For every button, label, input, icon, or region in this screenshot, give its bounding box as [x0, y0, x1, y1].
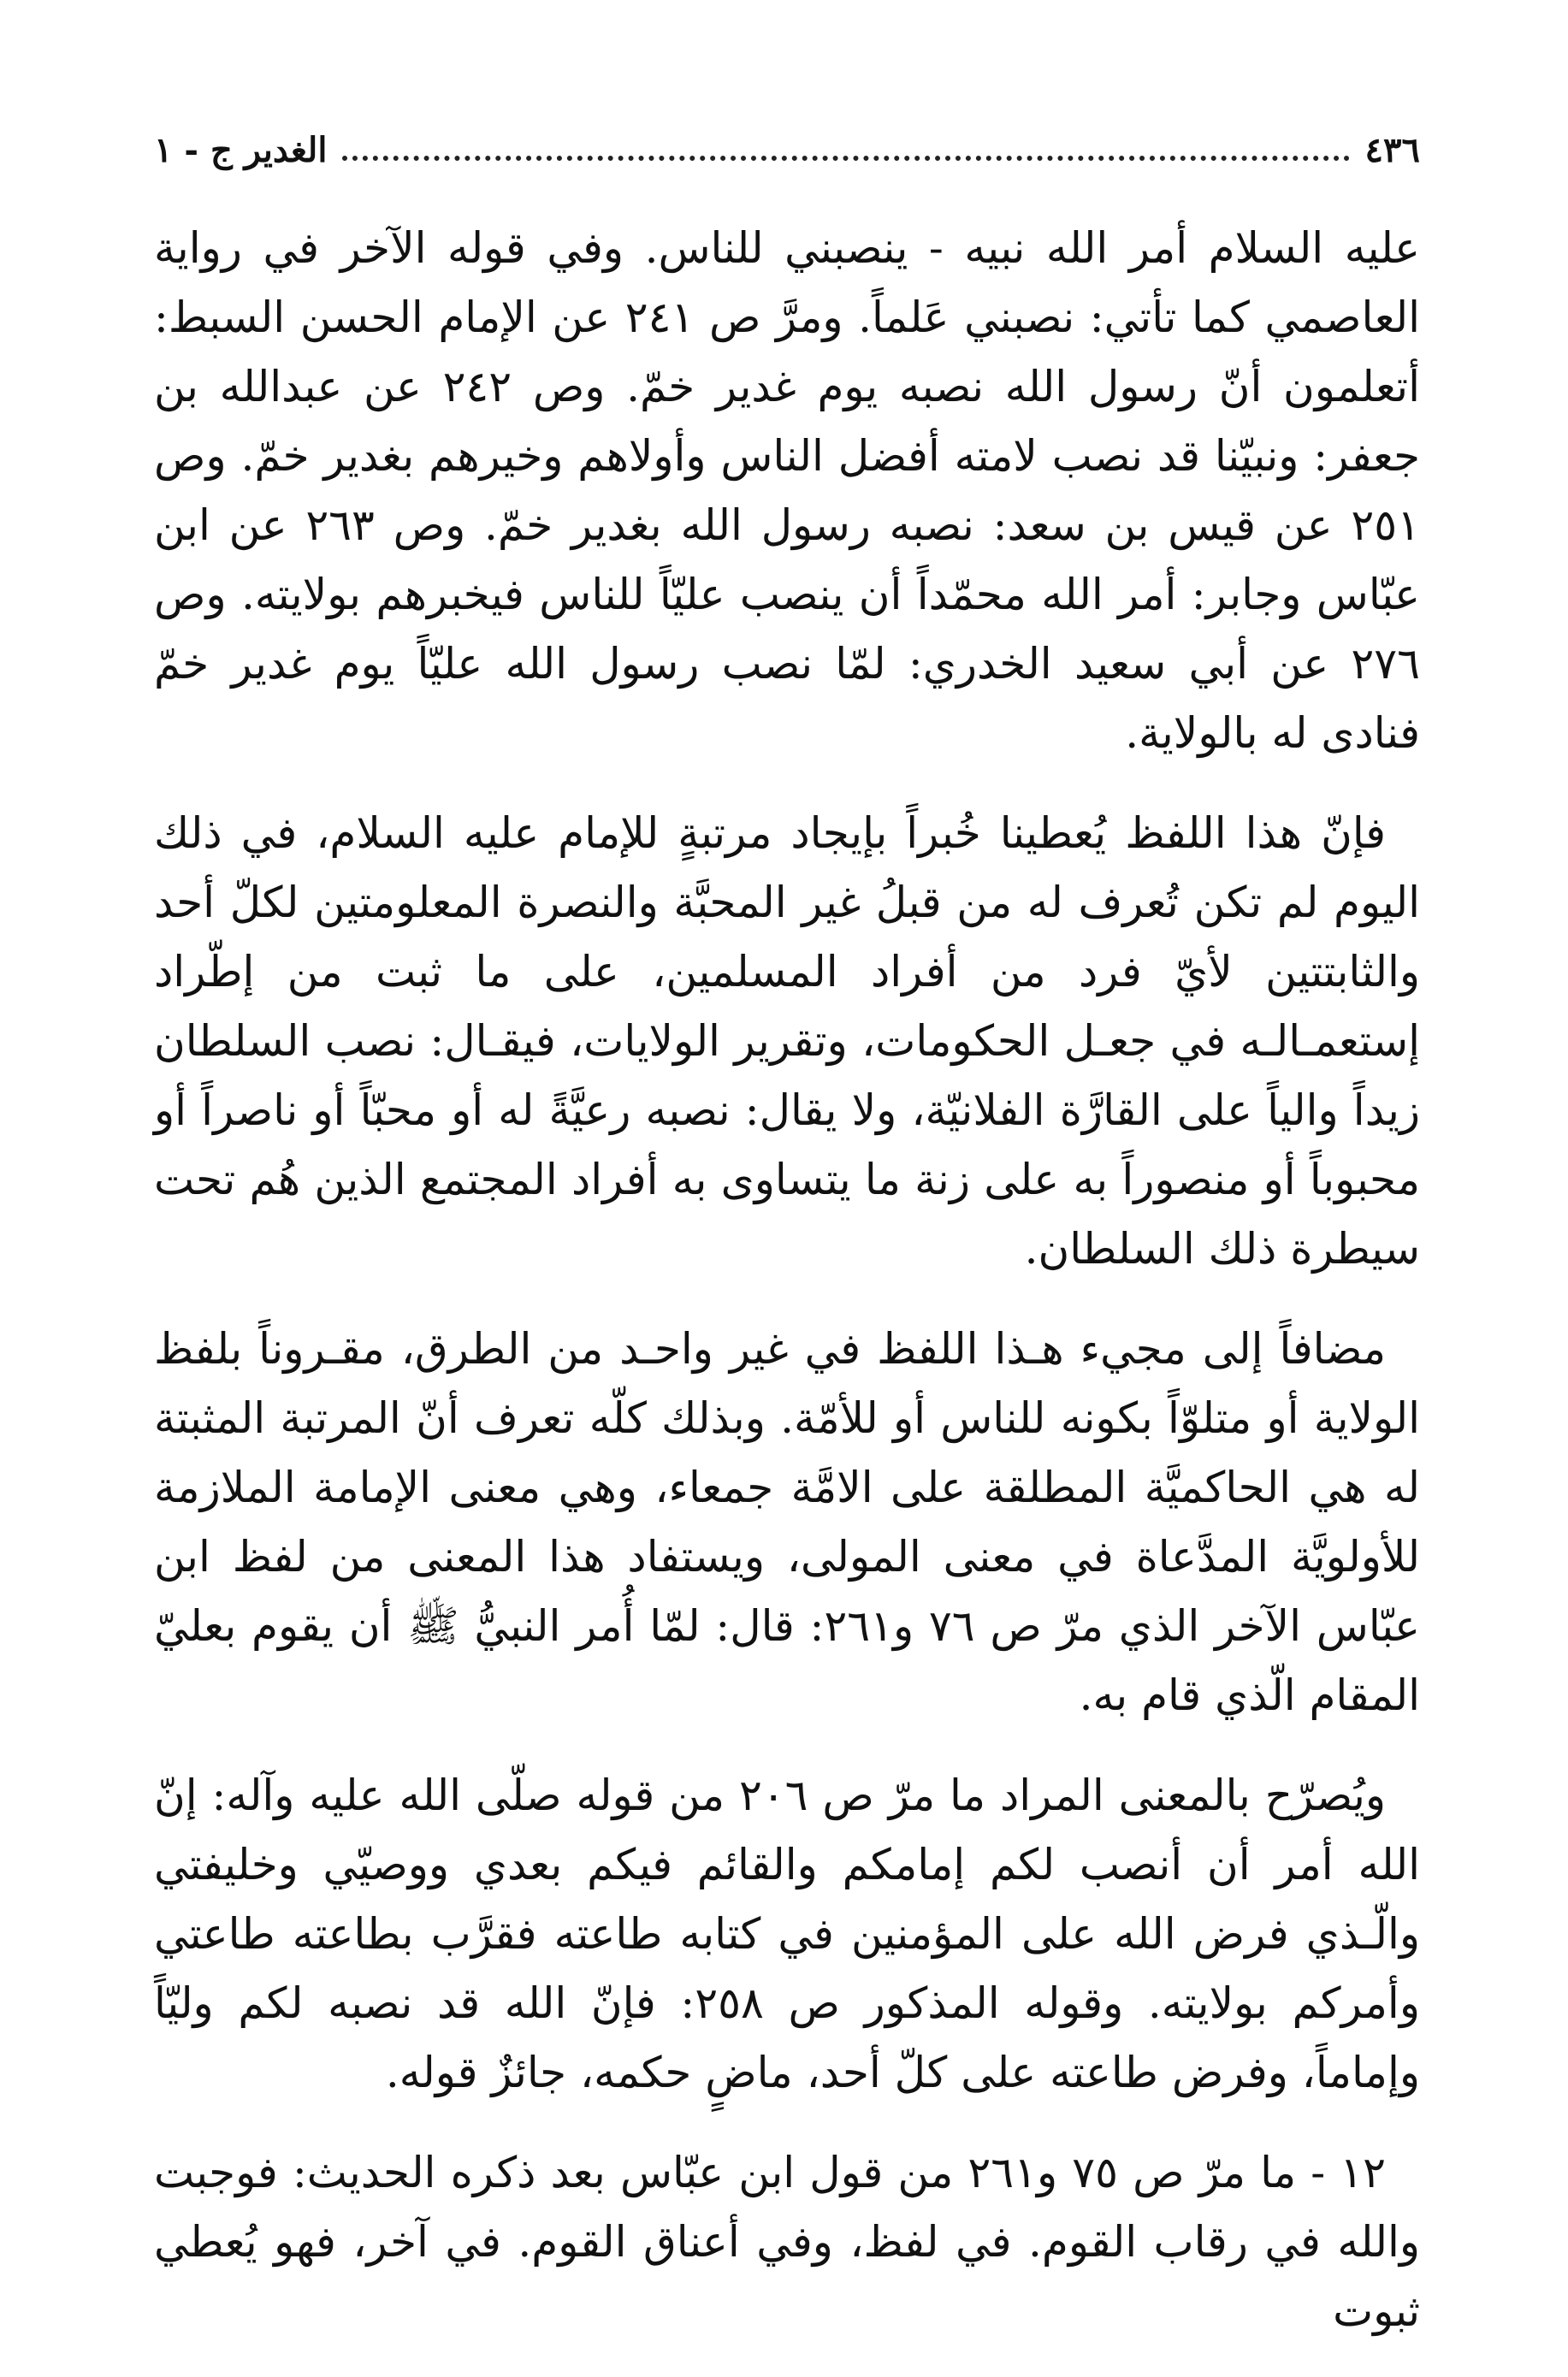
header-dotted-leader — [342, 156, 1349, 161]
paragraph: فإنّ هذا اللفظ يُعطينا خُبراً بإيجاد مرتبةٍ للإمام عليه السلام، في ذلك اليوم لم تكن تُعرف له من قبلُ غير المحبَّة والنصرة المعلومتين لكلّ أحد والثابتتين لأيّ فرد من أفراد المسلمين، على ما ثبت من إطّراد إستعمـالـه في جعـل الحكومات، وتقرير الولايات، فيقـال: نصب السلطان زيداً والياً على القارَّة الفلانيّة، ولا يقال: نصبه رعيَّةً له أو محبّاً أو ناصراً أو محبوباً أو منصوراً به على زنة ما يتساوى به أفراد المجتمع الذين هُم تحت سيطرة ذلك السلطان. — [154, 808, 1420, 1274]
page-body — [154, 214, 1420, 2377]
paragraph: عليه السلام أمر الله نبيه - ينصبني للناس. وفي قوله الآخر في رواية العاصمي كما تأتي: نصبني عَلماً. ومرَّ ص ٢٤١ عن الإمام الحسن السبط: أتعلمون أنّ رسول الله نصبه يوم غدير خمّ. وص ٢٤٢ عن عبدالله بن جعفر: ونبيّنا قد نصب لامته أفضل الناس وأولاهم وخيرهم بغدير خمّ. وص ٢٥١ عن قيس بن سعد: نصبه رسول الله بغدير خمّ. وص ٢٦٣ عن ابن عبّاس وجابر: أمر الله محمّداً أن ينصب عليّاً للناس فيخبرهم بولايته. وص ٢٧٦ عن أبي سعيد الخدري: لمّا نصب رسول الله عليّاً يوم غدير خمّ فنادى له بالولاية. — [154, 223, 1420, 758]
running-title: الغدير ج - ١ — [154, 129, 328, 170]
page-number: ٤٣٦ — [1364, 129, 1420, 170]
page-header — [154, 120, 1420, 180]
paragraph: ويُصرّح بالمعنى المراد ما مرّ ص ٢٠٦ من قوله صلّى الله عليه وآله: إنّ الله أمر أن أنصب لكم إمامكم والقائم فيكم بعدي ووصيّي وخليفتي والّـذي فرض الله على المؤمنين في كتابه طاعته فقرَّب بطاعته طاعتي وأمركم بولايته. وقوله المذكور ص ٢٥٨: فإنّ الله قد نصبه لكم وليّاً وإماماً، وفرض طاعته على كلّ أحد، ماضٍ حكمه، جائزٌ قوله. — [154, 1771, 1420, 2097]
paragraph: ١٢ - ما مرّ ص ٧٥ و٢٦١ من قول ابن عبّاس بعد ذكره الحديث: فوجبت والله في رقاب القوم. في لفظ، وفي أعناق القوم. في آخر، فهو يُعطي ثبوت — [154, 2148, 1420, 2336]
paragraph: مضافاً إلى مجيء هـذا اللفظ في غير واحـد من الطرق، مقـروناً بلفظ الولاية أو متلوّاً بكونه للناس أو للأمّة. وبذلك كلّه تعرف أنّ المرتبة المثبتة له هي الحاكميَّة المطلقة على الامَّة جمعاء، وهي معنى الإمامة الملازمة للأولويَّة المدَّعاة في معنى المولى، ويستفاد هذا المعنى من لفظ ابن عبّاس الآخر الذي مرّ ص ٧٦ و٢٦١: قال: لمّا أُمر النبيُّ ﷺ أن يقوم بعليّ المقام الّذي قام به. — [154, 1324, 1420, 1720]
